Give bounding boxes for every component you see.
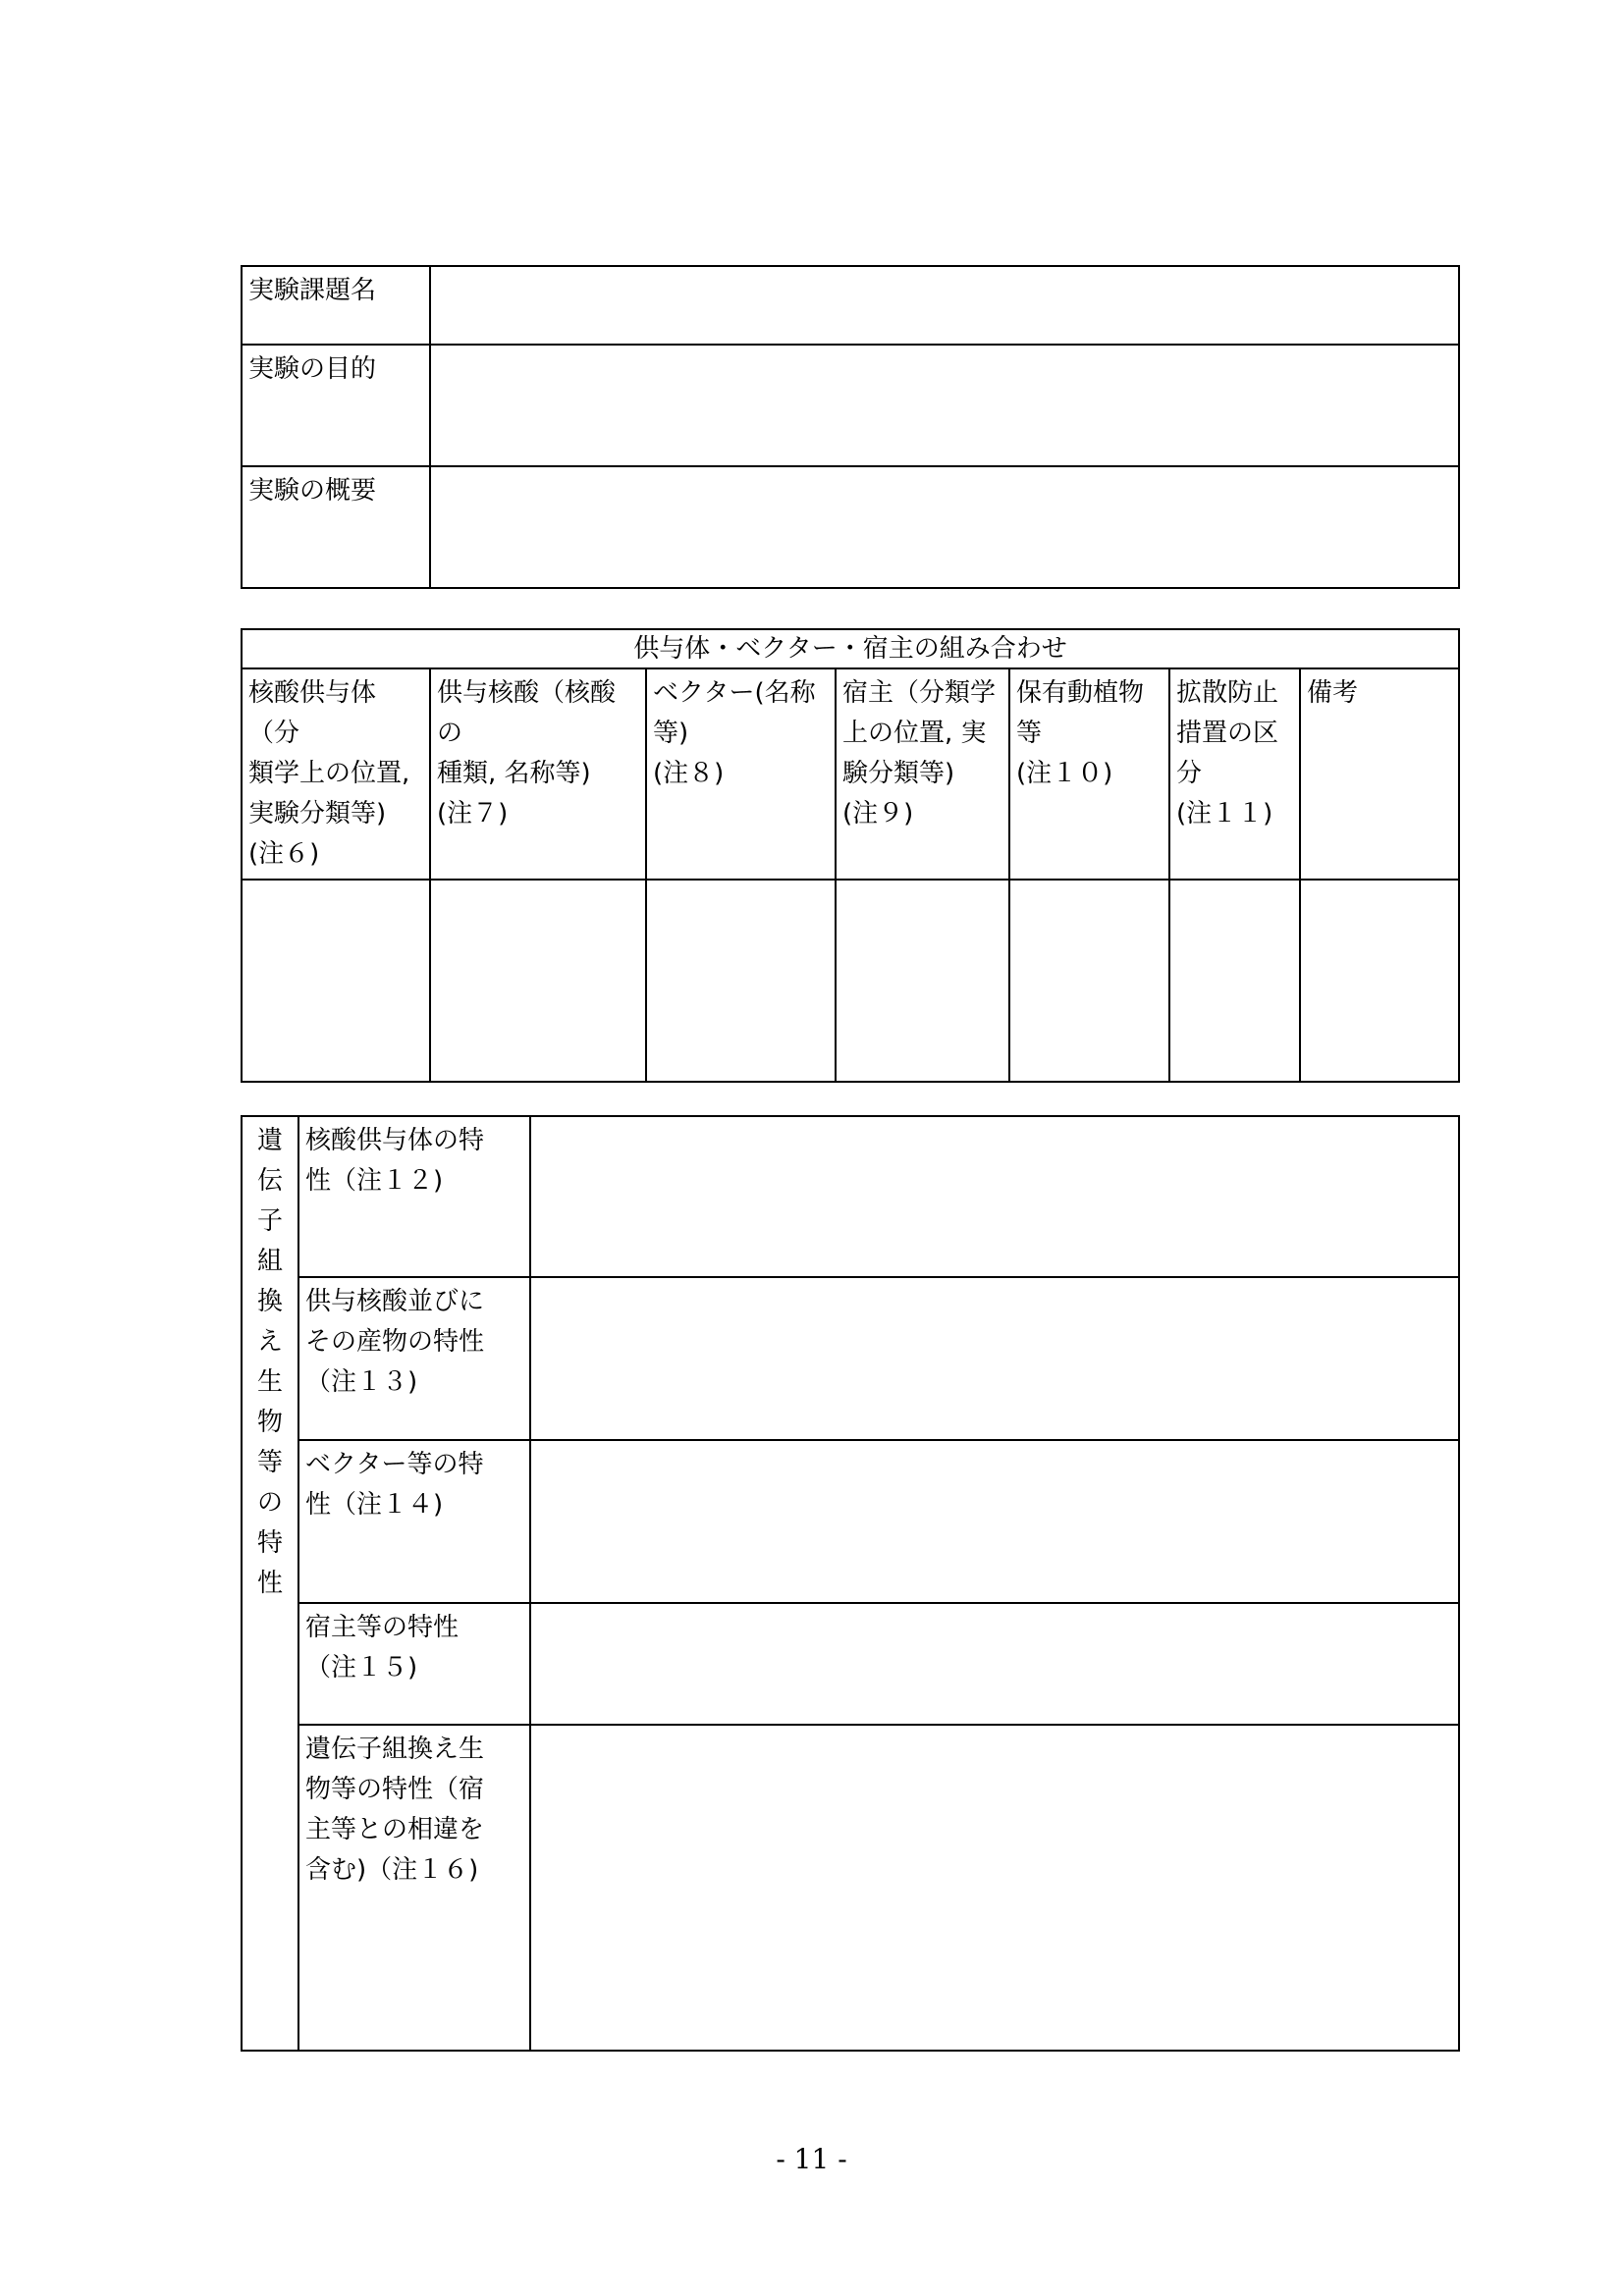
gmo-characteristics-field[interactable] <box>530 1725 1459 2051</box>
host-characteristics-label: 宿主等の特性 （注１５) <box>298 1603 530 1725</box>
vector-field[interactable] <box>646 880 836 1082</box>
combination-table <box>241 628 1460 1083</box>
header-donor-nucleic-acid: 供与核酸（核酸の 種類, 名称等) (注７) <box>430 668 646 880</box>
header-remarks: 備考 <box>1300 668 1459 880</box>
vector-characteristics-field[interactable] <box>530 1440 1459 1603</box>
gmo-characteristics-label: 遺伝子組換え生 物等の特性（宿 主等との相違を 含む)（注１６) <box>298 1725 530 2051</box>
animals-plants-field[interactable] <box>1009 880 1169 1082</box>
remarks-field[interactable] <box>1300 880 1459 1082</box>
experiment-summary-label: 実験の概要 <box>242 466 430 588</box>
experiment-title-label: 実験課題名 <box>242 266 430 345</box>
donor-field[interactable] <box>242 880 430 1082</box>
gmo-characteristics-side-label: 遺 伝 子 組 換 え 生 物 等 の 特 性 <box>242 1116 298 2051</box>
experiment-info-table <box>241 265 1460 589</box>
header-animals-plants: 保有動植物 等 (注１０) <box>1009 668 1169 880</box>
combination-title: 供与体・ベクター・宿主の組み合わせ <box>242 629 1459 668</box>
donor-nucleic-acid-field[interactable] <box>430 880 646 1082</box>
header-donor: 核酸供与体（分 類学上の位置, 実験分類等) (注６) <box>242 668 430 880</box>
characteristics-table <box>241 1115 1460 2052</box>
nucleic-acid-product-field[interactable] <box>530 1277 1459 1440</box>
donor-characteristics-label: 核酸供与体の特 性（注１２) <box>298 1116 530 1277</box>
header-containment: 拡散防止 措置の区 分 (注１１) <box>1169 668 1300 880</box>
experiment-summary-field[interactable] <box>430 466 1459 588</box>
page-number: - 11 - <box>776 2143 847 2175</box>
vector-characteristics-label: ベクター等の特 性（注１４) <box>298 1440 530 1603</box>
experiment-purpose-label: 実験の目的 <box>242 345 430 466</box>
header-host: 宿主（分類学 上の位置, 実 験分類等) (注９) <box>836 668 1009 880</box>
host-field[interactable] <box>836 880 1009 1082</box>
containment-field[interactable] <box>1169 880 1300 1082</box>
host-characteristics-field[interactable] <box>530 1603 1459 1725</box>
experiment-title-field[interactable] <box>430 266 1459 345</box>
header-vector: ベクター(名称 等) (注８) <box>646 668 836 880</box>
nucleic-acid-product-label: 供与核酸並びに その産物の特性 （注１３) <box>298 1277 530 1440</box>
donor-characteristics-field[interactable] <box>530 1116 1459 1277</box>
experiment-purpose-field[interactable] <box>430 345 1459 466</box>
